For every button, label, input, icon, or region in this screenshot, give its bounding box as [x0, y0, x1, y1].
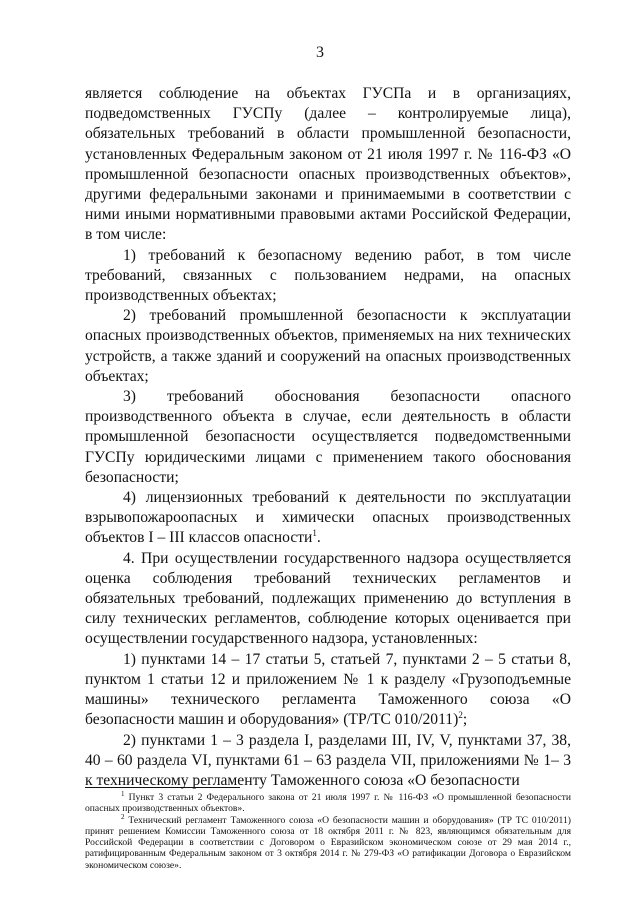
section-4-item-1-text: 1) пунктами 14 – 17 статьи 5, статьей 7, пунктами 2 – 5 статьи 8, пунктом 1 статьи 12 и приложением № 1 к разделу «Грузоподъемные машины» технического регламента Таможенного союза «О безопасности машин и оборудования» (ТР/ТС 010/2011): [85, 650, 571, 729]
list-item-3: 3) требований обоснования безопасности опасного производственного объекта в случае, если деятельность в области промышленной безопасности осуществляется подведомственными ГУСПу юридическими лицами с применением такого обоснования безопасности;: [85, 388, 571, 486]
footnote-2-mark: 2: [121, 812, 125, 821]
footnote-1-mark: 1: [121, 789, 125, 798]
footnote-ref-2: 2: [458, 710, 463, 721]
section-4-item-1: [85, 650, 571, 731]
footnote-2: [85, 812, 571, 871]
footnote-ref-1: 1: [312, 528, 317, 539]
paragraph-intro: является соблюдение на объектах ГУСПа и в организациях, подведомственных ГУСПу (далее – контролируемые лица), обязательных требований в области промышленной безопасности, установленных Федеральным законом от 21 июля 1997 г. № 116-ФЗ «О промышленной безопасности опасных производственных объектов», другими федеральными законами и принимаемыми в соответствии с ними иными нормативными правовыми актами Российской Федерации, в том числе:: [85, 85, 571, 244]
section-4-item-2: 2) пунктами 1 – 3 раздела I, разделами III, IV, V, пунктами 37, 38, 40 – 60 раздела VI, пунктами 61 – 63 раздела VII, приложениями № 1– 3 к техническому регламенту Таможенного союза «О безопасности: [85, 731, 571, 789]
list-item-2: 2) требований промышленной безопасности к эксплуатации опасных производственных объектов, применяемых на них технических устройств, а также зданий и сооружений на опасных производственных объектах;: [85, 307, 571, 385]
document-body: [85, 84, 571, 791]
page-number: 3: [316, 44, 324, 61]
section-4-paragraph: 4. При осуществлении государственного надзора осуществляется оценка соблюдения требований технических регламентов и обязательных требований, подлежащих применению до вступления в силу технических регламентов, соблюдение которых оценивается при осуществлении государственного надзора, установленных:: [85, 549, 571, 648]
footnote-1: [85, 789, 571, 815]
list-item-4-tail: .: [316, 529, 321, 547]
footnotes: [85, 789, 571, 871]
list-item-1: 1) требований к безопасному ведению работ, в том числе требований, связанных с пользованием недрами, на опасных производственных объектах;: [85, 246, 571, 305]
footnote-1-text: Пункт 3 статьи 2 Федерального закона от 21 июля 1997 г. № 116-ФЗ «О промышленной безопасности опасных производственных объектов».: [85, 792, 571, 815]
list-item-4: [85, 488, 571, 549]
footnote-2-text: Технический регламент Таможенного союза «О безопасности машин и оборудования» (ТР ТС 010/2011) принят решением Комиссии Таможенного союза от 18 октября 2011 г. № 823, являющимся обязательным для Российской Федерации в соответствии с Договором о Евразийском экономическом союзе от 29 мая 2014 г., ратифицированным Федеральным законом от 3 октября 2014 г. № 279-ФЗ «О ратификации Договора о Евразийском экономическом союзе».: [85, 814, 571, 871]
list-item-4-text: 4) лицензионных требований к деятельности по эксплуатации взрывопожароопасных и химически опасных производственных объектов I – III классов опасности: [85, 489, 571, 547]
footnote-separator: [85, 787, 240, 788]
section-4-item-1-tail: ;: [462, 711, 468, 729]
